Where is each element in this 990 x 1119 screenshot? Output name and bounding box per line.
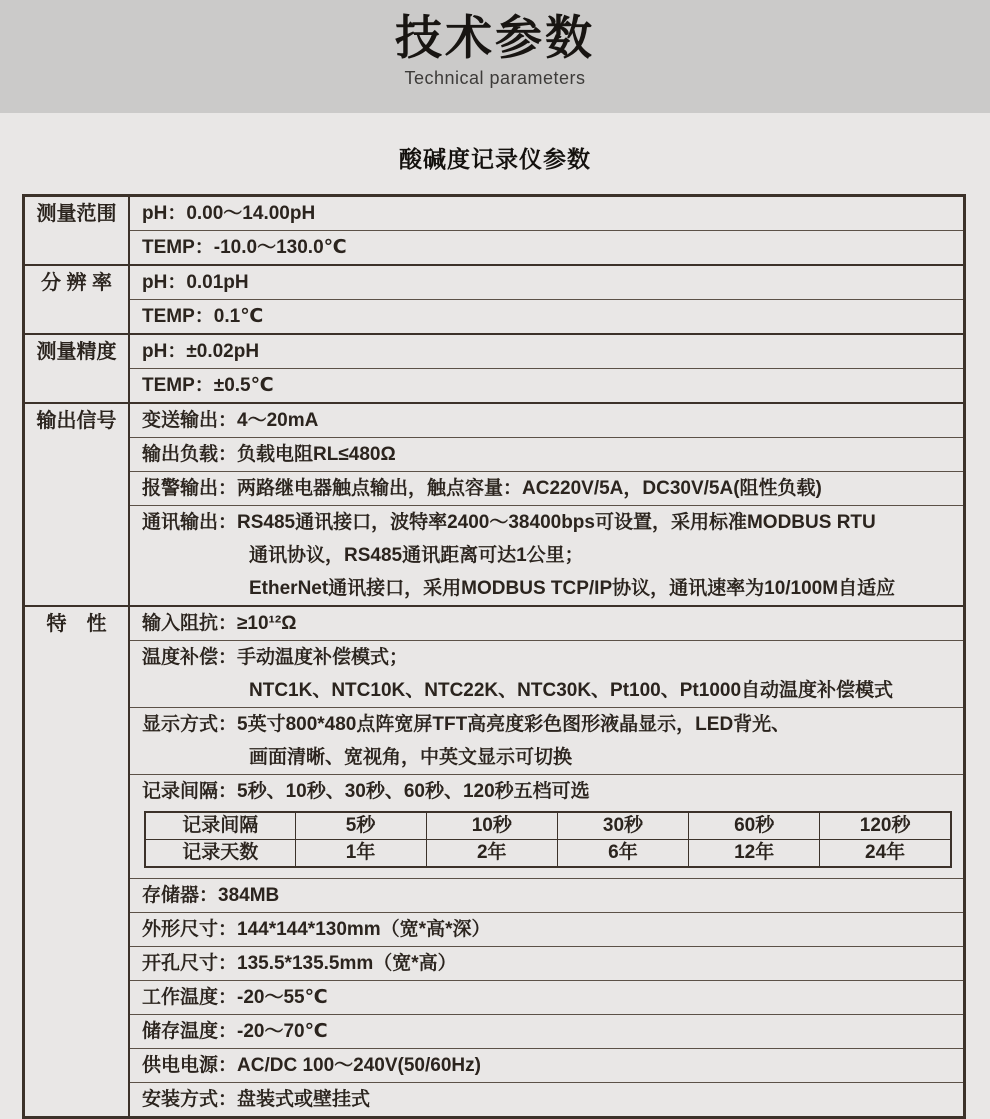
value-line: 通讯输出：RS485通讯接口，波特率2400～38400bps可设置，采用标准MODBUS RTU: [142, 512, 876, 533]
record-cell: 6年: [557, 840, 688, 868]
table-row: [24, 947, 965, 981]
value-line: pH：0.00～14.00pH: [142, 203, 316, 224]
row-value: [129, 300, 965, 335]
value-line: NTC1K、NTC10K、NTC22K、NTC30K、Pt100、Pt1000自动温度补偿模式: [249, 680, 894, 701]
record-cell: 记录间隔: [145, 812, 295, 840]
record-cell: 1年: [295, 840, 426, 868]
row-value: [129, 641, 965, 708]
table-row: [24, 981, 965, 1015]
table-row: [24, 913, 965, 947]
table-row: [24, 775, 965, 879]
record-cell: 5秒: [295, 812, 426, 840]
row-value: [129, 879, 965, 913]
row-label-resolution: 分 辨 率: [24, 265, 130, 334]
table-row: [24, 265, 965, 300]
table-row: [24, 606, 965, 641]
page-subtitle: Technical parameters: [404, 68, 586, 88]
value-line: 外形尺寸：144*144*130mm（宽*高*深）: [142, 919, 491, 940]
record-cell: 30秒: [557, 812, 688, 840]
value-line: 变送输出：4～20mA: [142, 410, 319, 431]
table-row: [24, 369, 965, 404]
row-value: [129, 981, 965, 1015]
table-row: [24, 641, 965, 708]
value-line: TEMP：0.1℃: [142, 306, 264, 327]
row-value: [129, 1083, 965, 1118]
record-cell: 60秒: [689, 812, 820, 840]
row-value: [129, 403, 965, 438]
record-cell: 120秒: [820, 812, 951, 840]
record-cell: 记录天数: [145, 840, 295, 868]
value-line: 通讯协议，RS485通讯距离可达1公里；: [249, 545, 584, 566]
row-value: [129, 231, 965, 266]
record-cell: 2年: [426, 840, 557, 868]
value-line: 画面清晰、宽视角，中英文显示可切换: [249, 747, 573, 768]
row-label-features: 特 性: [24, 606, 130, 1118]
value-line: 温度补偿：手动温度补偿模式；: [142, 647, 409, 668]
row-label-measure-range: 测量范围: [24, 196, 130, 266]
value-line: 报警输出：两路继电器触点输出，触点容量：AC220V/5A，DC30V/5A(阻性负载): [142, 478, 822, 499]
row-value: [129, 196, 965, 231]
value-line: 工作温度：-20～55℃: [142, 987, 328, 1008]
row-value: [129, 265, 965, 300]
value-line: 输出负载：负载电阻RL≤480Ω: [142, 444, 396, 465]
value-line: 存储器：384MB: [142, 885, 280, 906]
record-table-row: [145, 812, 951, 840]
value-line: TEMP：±0.5℃: [142, 375, 274, 396]
table-row: [24, 1015, 965, 1049]
row-value: [129, 606, 965, 641]
row-value: [129, 438, 965, 472]
row-value: [129, 1049, 965, 1083]
table-row: [24, 1083, 965, 1118]
header-banner: [0, 0, 990, 113]
table-row: [24, 231, 965, 266]
record-cell: 10秒: [426, 812, 557, 840]
row-value: [129, 472, 965, 506]
row-value: [129, 947, 965, 981]
table-row: [24, 879, 965, 913]
value-line: TEMP：-10.0～130.0℃: [142, 237, 347, 258]
row-value: [129, 1015, 965, 1049]
spec-table: [22, 194, 966, 1119]
record-cell: 12年: [689, 840, 820, 868]
value-line: 显示方式：5英寸800*480点阵宽屏TFT高亮度彩色图形液晶显示，LED背光、: [142, 714, 791, 735]
table-row: [24, 334, 965, 369]
section-title: 酸碱度记录仪参数: [399, 146, 591, 172]
record-interval-table: [144, 811, 952, 868]
table-row: [24, 196, 965, 231]
row-label-output-signal: 输出信号: [24, 403, 130, 606]
value-line: EtherNet通讯接口，采用MODBUS TCP/IP协议，通讯速率为10/100M自适应: [249, 578, 896, 599]
table-row: [24, 300, 965, 335]
record-cell: 24年: [820, 840, 951, 868]
table-row: [24, 403, 965, 438]
value-line: 输入阻抗：≥10¹²Ω: [142, 613, 297, 634]
value-line: 储存温度：-20～70℃: [142, 1021, 328, 1042]
value-line: 开孔尺寸：135.5*135.5mm（宽*高）: [142, 953, 457, 974]
row-value: [129, 506, 965, 607]
table-row: [24, 506, 965, 607]
value-line: 供电电源：AC/DC 100～240V(50/60Hz): [142, 1055, 481, 1076]
page-title: 技术参数: [395, 11, 595, 64]
value-line: pH：±0.02pH: [142, 341, 260, 362]
row-label-accuracy: 测量精度: [24, 334, 130, 403]
record-table-row: [145, 840, 951, 868]
table-row: [24, 472, 965, 506]
table-row: [24, 1049, 965, 1083]
value-line: 记录间隔：5秒、10秒、30秒、60秒、120秒五档可选: [142, 781, 590, 802]
table-row: [24, 438, 965, 472]
table-row: [24, 708, 965, 775]
row-value: [129, 369, 965, 404]
row-value: [129, 334, 965, 369]
row-value: [129, 913, 965, 947]
value-line: pH：0.01pH: [142, 272, 249, 293]
row-value: [129, 775, 965, 879]
value-line: 安装方式：盘装式或壁挂式: [142, 1089, 371, 1110]
row-value: [129, 708, 965, 775]
